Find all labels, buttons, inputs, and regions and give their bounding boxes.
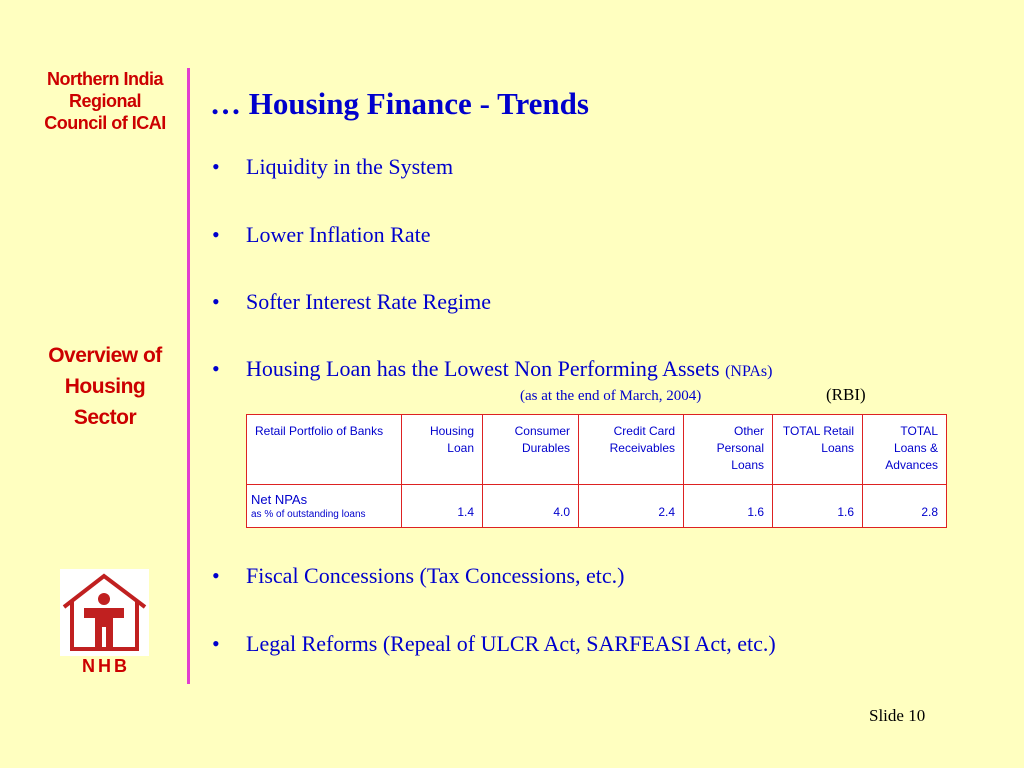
bullet-icon: • (212, 154, 220, 179)
table-header-cell: Consumer Durables (483, 415, 579, 485)
table-cell: 1.6 (773, 485, 863, 528)
organization-name-line1: Northern India (46, 69, 163, 89)
section-title-line1: Overview of (48, 344, 162, 367)
table-row-label-cell (247, 485, 402, 528)
bullet-item-liquidity (212, 154, 453, 180)
house-icon (60, 569, 149, 656)
bullet-icon: • (212, 356, 220, 381)
slide-number: Slide 10 (869, 706, 926, 725)
bullet-item-interest-rate (212, 289, 491, 315)
section-title-line2: Housing (64, 375, 146, 398)
organization-name-line2: Regional (68, 91, 141, 111)
bullet-text: Liquidity in the System (246, 154, 454, 179)
table-row (247, 485, 947, 528)
section-title (28, 340, 182, 433)
organization-name (28, 68, 182, 134)
table-header-cell: TOTAL Retail Loans (773, 415, 863, 485)
bullet-text: Lower Inflation Rate (246, 222, 431, 247)
table-cell: 1.4 (402, 485, 483, 528)
table-cell: 2.8 (863, 485, 947, 528)
table-cell: 1.6 (684, 485, 773, 528)
bullet-text: Housing Loan has the Lowest Non Performing Assets (246, 356, 720, 381)
table-header-cell: Credit Card Receivables (579, 415, 684, 485)
table-header-cell: Retail Portfolio of Banks (247, 415, 402, 485)
table-header-cell: TOTAL Loans & Advances (863, 415, 947, 485)
bullet-item-inflation (212, 222, 431, 248)
npa-table (246, 414, 947, 528)
table-cell: 2.4 (579, 485, 684, 528)
table-header-cell: Housing Loan (402, 415, 483, 485)
table-cell: 4.0 (483, 485, 579, 528)
bullet-icon: • (212, 222, 220, 247)
bullet-item-legal (212, 631, 776, 657)
bullet-icon: • (212, 563, 220, 588)
row-sublabel: as % of outstanding loans (251, 509, 366, 520)
bullet-item-npa (212, 356, 772, 382)
vertical-divider (187, 68, 190, 684)
table-header-row (247, 415, 947, 485)
section-title-line3: Sector (73, 406, 137, 429)
table-header-cell: Other Personal Loans (684, 415, 773, 485)
bullet-text: Fiscal Concessions (Tax Concessions, etc.) (246, 563, 625, 588)
bullet-text: Softer Interest Rate Regime (246, 289, 491, 314)
bullet-item-fiscal (212, 563, 625, 589)
bullet-icon: • (212, 631, 220, 656)
npa-abbreviation: (NPAs) (725, 363, 773, 380)
source-note: (RBI) (826, 385, 866, 404)
slide-title: … Housing Finance - Trends (210, 86, 589, 121)
as-of-date-note: (as at the end of March, 2004) (520, 388, 702, 404)
bullet-text: Legal Reforms (Repeal of ULCR Act, SARFEASI Act, etc.) (246, 631, 776, 656)
logo-caption: N H B (82, 656, 127, 676)
nhb-house-logo (60, 569, 149, 656)
organization-name-line3: Council of ICAI (44, 113, 166, 133)
bullet-icon: • (212, 289, 220, 314)
row-label: Net NPAs (251, 492, 308, 507)
